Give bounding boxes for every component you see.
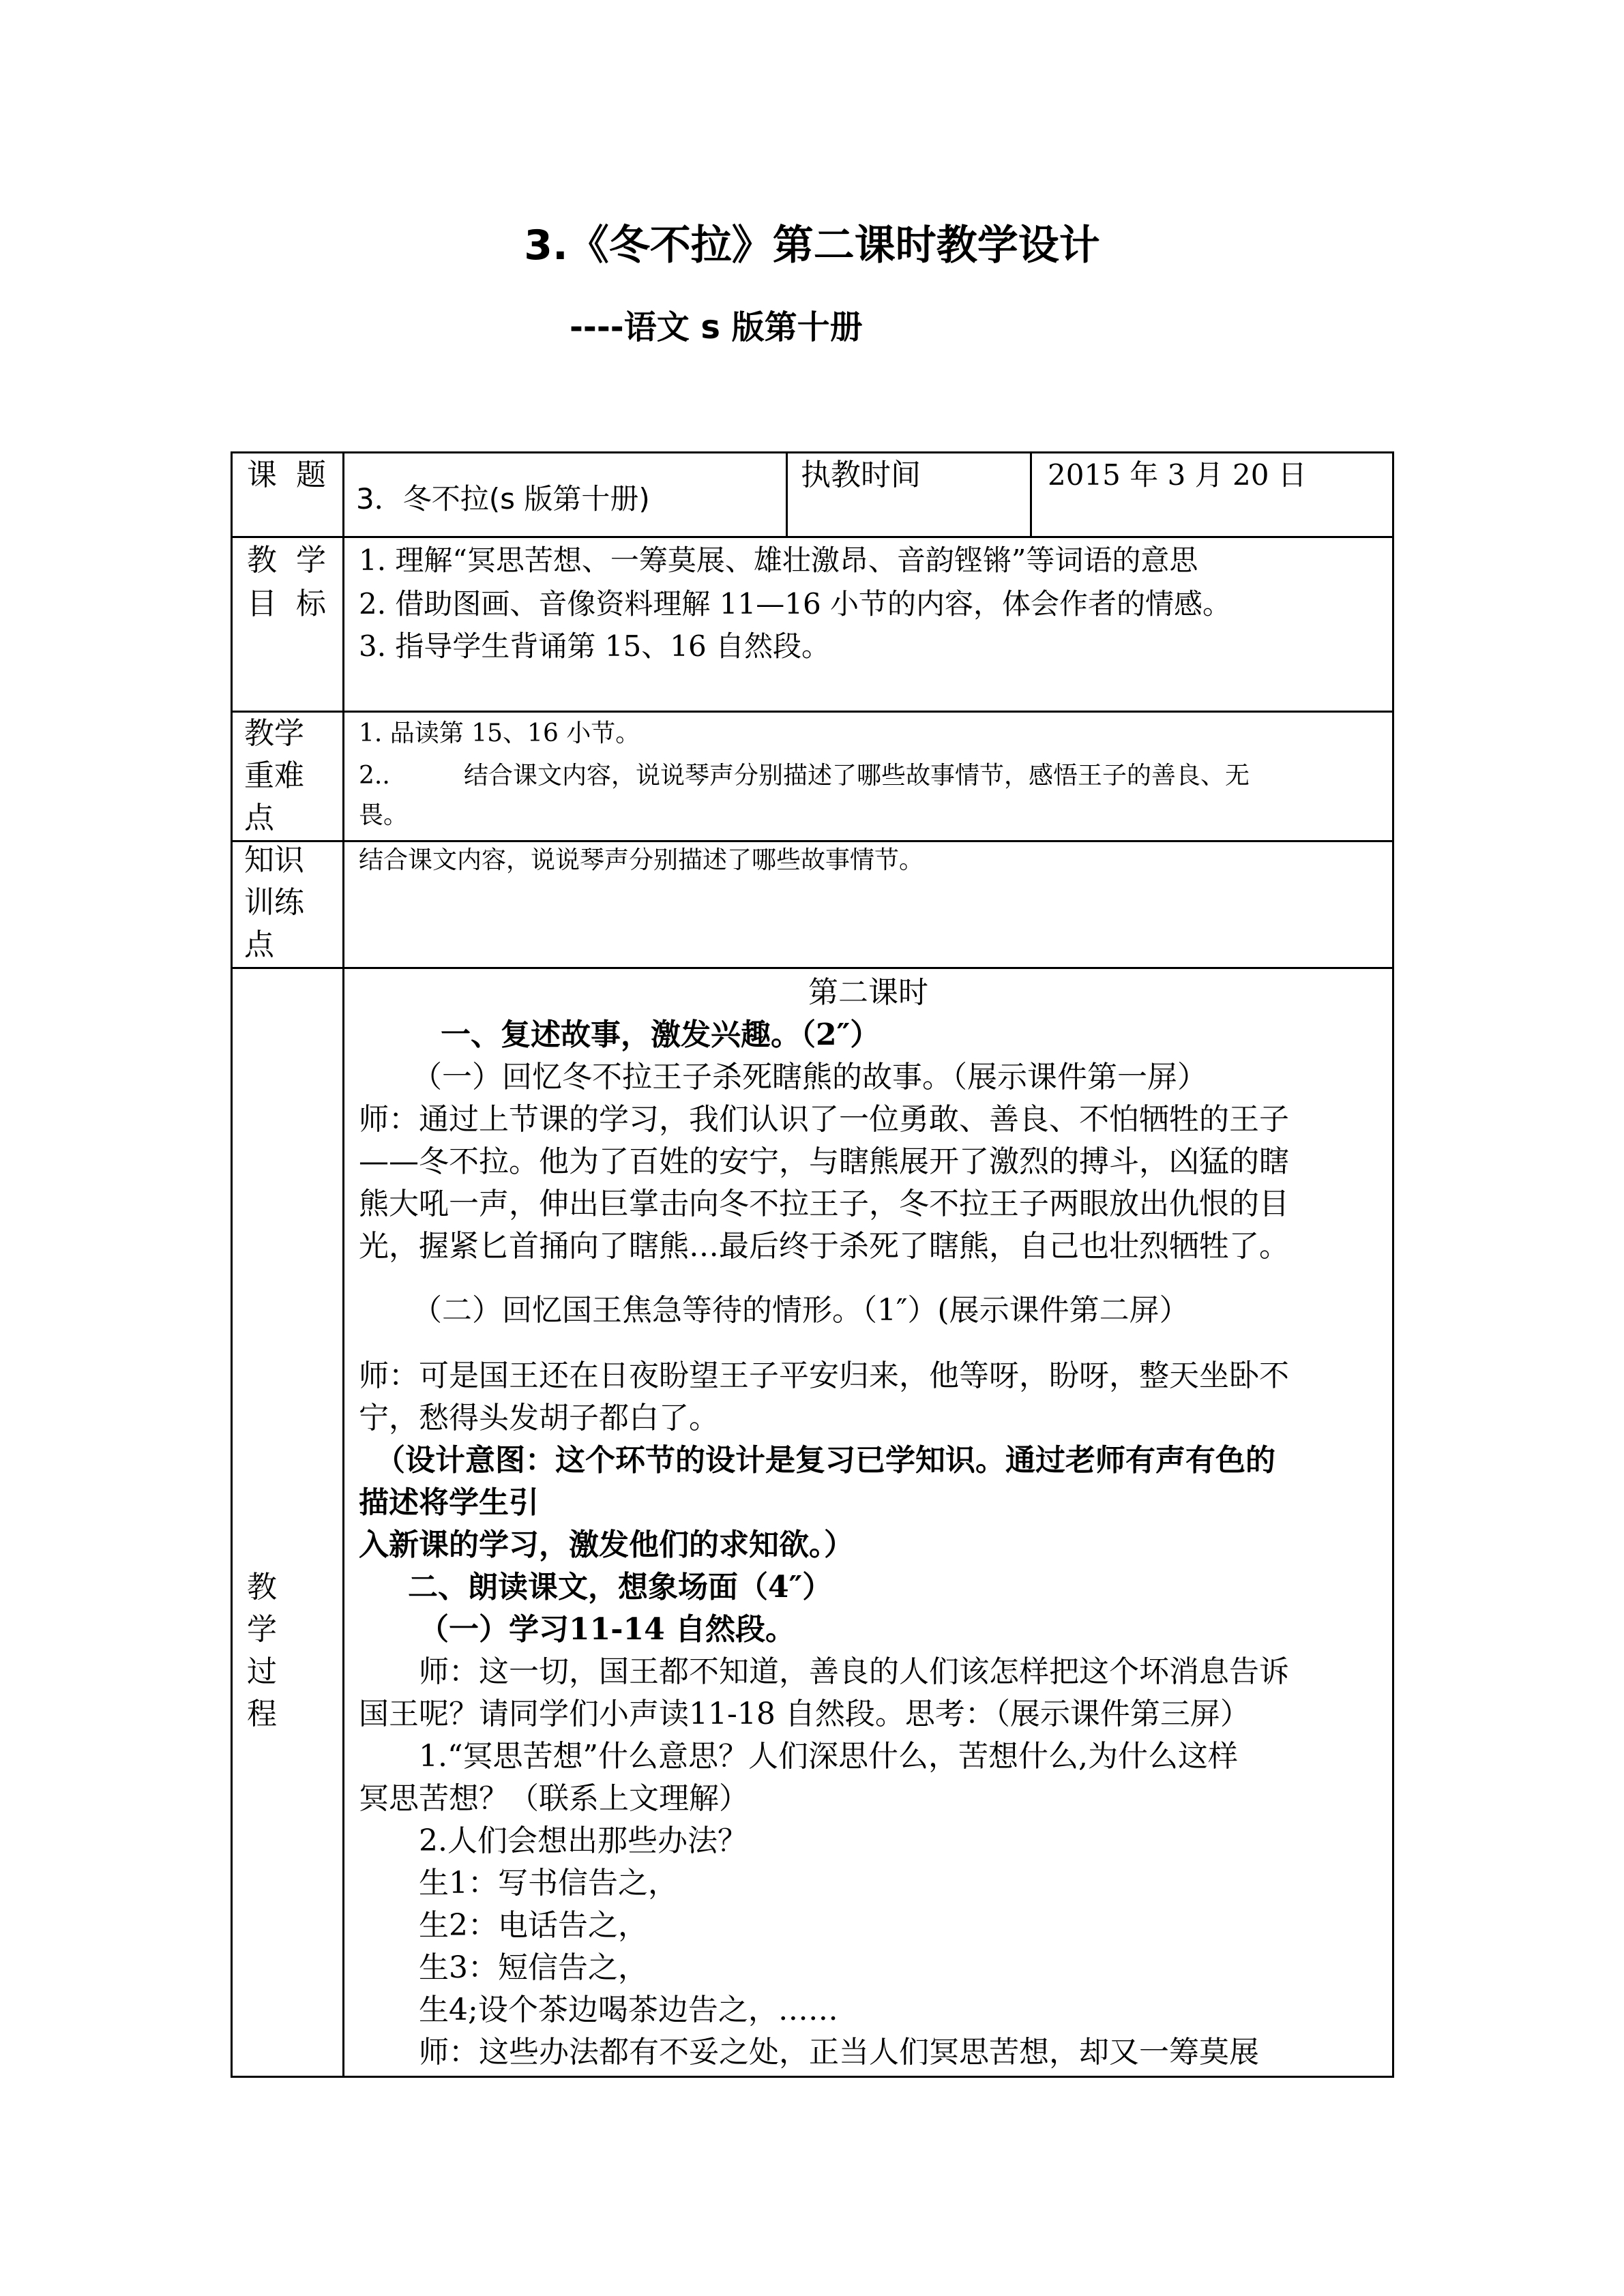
goal-line-3: 3. 指导学生背诵第 15、16 自然段。 bbox=[359, 629, 831, 663]
table-col-divider-time bbox=[786, 451, 788, 538]
design-intent-line-3: 入新课的学习，激发他们的求知欲。） bbox=[359, 1527, 854, 1562]
table-border-left bbox=[231, 451, 233, 2078]
section-2-heading: 二、朗读课文，想象场面（4″） bbox=[408, 1570, 833, 1605]
table-row-divider-4 bbox=[231, 967, 1394, 969]
para-3-line-2: 国王呢？请同学们小声读11-18 自然段。思考：（展示课件第三屏） bbox=[359, 1697, 1250, 1731]
goal-line-1: 1. 理解“冥思苦想、一筹莫展、雄壮激昂、音韵铿锵”等词语的意思 bbox=[359, 543, 1198, 577]
design-intent-line-1: （设计意图：这个环节的设计是复习已学知识。通过老师有声有色的 bbox=[375, 1443, 1275, 1478]
keypoint-line-3: 畏。 bbox=[359, 801, 409, 829]
keypoint-line-1: 1. 品读第 15、16 小节。 bbox=[359, 719, 640, 747]
document-title: 3.《冬不拉》第二课时教学设计 bbox=[524, 222, 1100, 269]
row-keypoints-label-1: 教学 bbox=[244, 716, 304, 751]
table-row-divider-1 bbox=[231, 536, 1394, 538]
keypoint-line-2: 结合课文内容，说说琴声分别描述了哪些故事情节，感悟王子的善良、无 bbox=[464, 762, 1250, 790]
row-process-label-3: 过 bbox=[247, 1654, 277, 1689]
teacher-closing: 师：这些办法都有不妥之处，正当人们冥思苦想，却又一筹莫展 bbox=[419, 2035, 1259, 2070]
para-1-line-1: 师：通过上节课的学习，我们认识了一位勇敢、善良、不怕牺牲的王子 bbox=[359, 1102, 1289, 1137]
design-intent-line-2: 描述将学生引 bbox=[359, 1485, 539, 1520]
row-topic-time-label: 执教时间 bbox=[801, 458, 921, 492]
table-col-divider-date bbox=[1030, 451, 1032, 538]
row-goals-label-2: 目 标 bbox=[247, 586, 326, 621]
row-process-label-4: 程 bbox=[247, 1697, 277, 1731]
table-label-column-divider bbox=[342, 451, 344, 2078]
para-2-line-1: 师：可是国王还在日夜盼望王子平安归来，他等呀，盼呀，整天坐卧不 bbox=[359, 1358, 1289, 1393]
question-1-line-1: 1.“冥思苦想”什么意思？人们深思什么，苦想什么,为什么这样 bbox=[419, 1739, 1238, 1774]
row-topic-course: 3．冬不拉(s 版第十册) bbox=[356, 482, 650, 516]
question-1-line-2: 冥思苦想？（联系上文理解） bbox=[359, 1781, 749, 1816]
student-answer-2: 生2：电话告之， bbox=[419, 1908, 648, 1943]
question-2: 2.人们会想出那些办法？ bbox=[419, 1823, 748, 1858]
section-1-heading: 一、复述故事，激发兴趣。（2″） bbox=[441, 1017, 881, 1052]
row-training-label-1: 知识 bbox=[244, 843, 304, 878]
subsection-2: （二）回忆国王焦急等待的情形。（1″）(展示课件第二屏） bbox=[412, 1293, 1190, 1328]
row-keypoints-label-2: 重难 bbox=[244, 758, 304, 793]
row-process-label-2: 学 bbox=[247, 1612, 277, 1647]
document-subtitle: ----语文 s 版第十册 bbox=[570, 308, 863, 346]
row-training-label-2: 训练 bbox=[244, 885, 304, 920]
table-row-divider-2 bbox=[231, 711, 1394, 713]
training-text: 结合课文内容，说说琴声分别描述了哪些故事情节。 bbox=[359, 846, 924, 874]
row-process-label-1: 教 bbox=[247, 1570, 277, 1605]
subsection-1: （一）回忆冬不拉王子杀死瞎熊的故事。（展示课件第一屏） bbox=[412, 1060, 1207, 1094]
para-1-line-4: 光，握紧匕首捅向了瞎熊…最后终于杀死了瞎熊，自己也壮烈牺牲了。 bbox=[359, 1229, 1289, 1264]
row-keypoints-label-3: 点 bbox=[244, 801, 274, 835]
student-answer-4: 生4;设个茶边喝茶边告之，…… bbox=[419, 1993, 838, 2027]
para-1-line-3: 熊大吼一声，伸出巨掌击向冬不拉王子，冬不拉王子两眼放出仇恨的目 bbox=[359, 1187, 1289, 1221]
para-2-line-2: 宁，愁得头发胡子都白了。 bbox=[359, 1401, 719, 1435]
student-answer-1: 生1：写书信告之， bbox=[419, 1866, 678, 1900]
para-1-line-2: ——冬不拉。他为了百姓的安宁，与瞎熊展开了激烈的搏斗，凶猛的瞎 bbox=[359, 1144, 1289, 1179]
row-training-label-3: 点 bbox=[244, 927, 274, 962]
goal-line-2: 2. 借助图画、音像资料理解 11—16 小节的内容，体会作者的情感。 bbox=[359, 587, 1232, 621]
keypoint-line-2-number: 2.. bbox=[359, 762, 390, 790]
row-topic-label: 课 题 bbox=[247, 458, 326, 492]
table-border-bottom bbox=[231, 2076, 1394, 2078]
student-answer-3: 生3：短信告之， bbox=[419, 1950, 648, 1985]
subsection-3: （一）学习11-14 自然段。 bbox=[419, 1612, 796, 1647]
row-goals-label-1: 教 学 bbox=[247, 543, 326, 578]
table-border-top bbox=[231, 451, 1394, 453]
para-3-line-1: 师：这一切，国王都不知道，善良的人们该怎样把这个坏消息告诉 bbox=[419, 1654, 1289, 1689]
row-topic-date: 2015 年 3 月 20 日 bbox=[1048, 458, 1307, 492]
lesson-heading: 第二课时 bbox=[808, 975, 928, 1010]
